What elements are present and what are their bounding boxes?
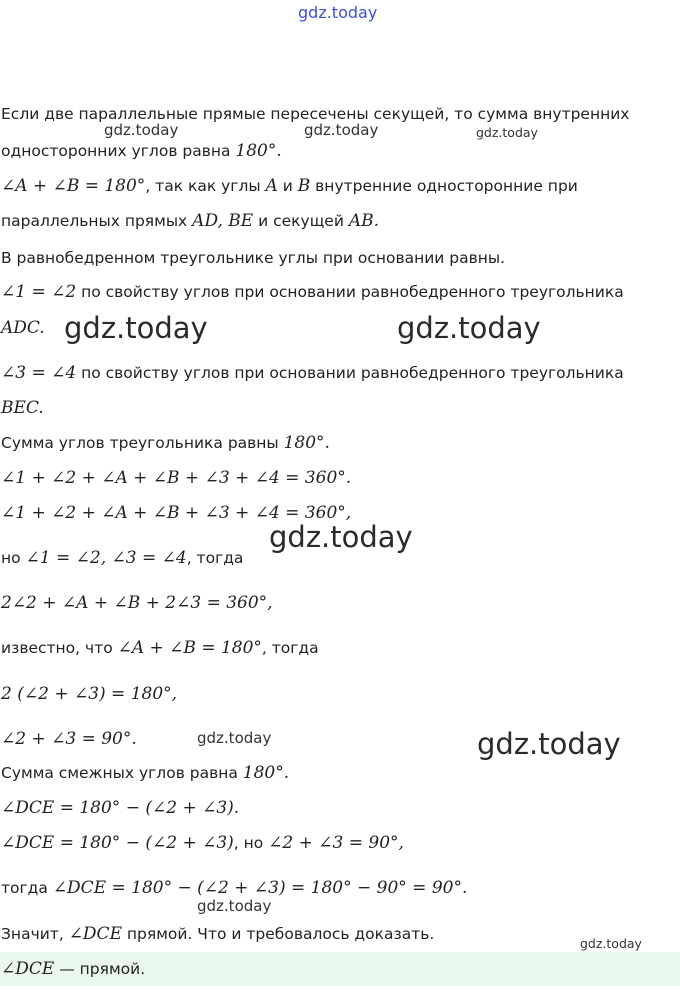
text-run: В равнобедренном треугольнике углы при основании равны.: [1, 249, 506, 267]
math-expression: ADC.: [1, 318, 45, 338]
text-line: [1, 397, 44, 419]
math-expression: ∠DCE = 180° − (∠2 + ∠3).: [1, 798, 240, 818]
watermark: gdz.today: [304, 121, 379, 139]
text-run: и: [277, 177, 298, 195]
text-run: Сумма углов треугольника равны: [1, 434, 284, 452]
text-run: и секущей: [253, 212, 349, 230]
text-run: , тогда: [261, 639, 319, 657]
text-line: [1, 797, 239, 819]
watermark: gdz.today: [269, 520, 413, 554]
text-line: [1, 362, 624, 384]
math-expression: ∠DCE: [1, 959, 55, 979]
text-line: [1, 832, 404, 854]
text-run: Если две параллельные прямые пересечены секущей, то сумма внутренних: [1, 105, 630, 123]
answer-box: [0, 952, 680, 986]
text-line: [1, 592, 273, 614]
text-line: [1, 140, 282, 162]
text-line: [1, 467, 351, 489]
text-line: [1, 175, 578, 197]
text-line: [1, 502, 351, 524]
text-run: прямой. Что и требовалось доказать.: [121, 925, 435, 943]
watermark: gdz.today: [476, 125, 538, 140]
text-run: известно, что: [1, 639, 118, 657]
watermark: gdz.today: [580, 936, 642, 951]
text-line: [1, 432, 330, 454]
text-line: [1, 547, 243, 569]
math-expression: ∠1 + ∠2 + ∠A + ∠B + ∠3 + ∠4 = 360°.: [1, 468, 352, 488]
text-line: [1, 683, 177, 705]
math-expression: 180°.: [283, 433, 330, 453]
text-line: [1, 762, 289, 784]
watermark: gdz.today: [104, 121, 179, 139]
text-line: [1, 210, 379, 232]
math-expression: B: [297, 176, 311, 196]
text-line: [1, 637, 319, 659]
watermark: gdz.today: [197, 897, 272, 915]
text-run: , тогда: [186, 549, 244, 567]
watermark: gdz.today: [64, 311, 208, 345]
math-expression: 180°.: [235, 141, 282, 161]
math-expression: ∠DCE: [68, 924, 122, 944]
text-run: параллельных прямых: [1, 212, 193, 230]
text-run: по свойству углов при основании равнобедренного треугольника: [76, 364, 624, 382]
math-expression: A: [265, 176, 278, 196]
text-line: [1, 317, 45, 339]
math-expression: ∠DCE = 180° − (∠2 + ∠3) = 180° − 90° = 90°.: [52, 878, 468, 898]
math-expression: ∠1 = ∠2, ∠3 = ∠4: [25, 548, 187, 568]
math-expression: ∠DCE = 180° − (∠2 + ∠3): [1, 833, 234, 853]
text-run: , так как углы: [145, 177, 266, 195]
math-expression: ∠2 + ∠3 = 90°,: [268, 833, 404, 853]
text-run: — прямой.: [54, 960, 146, 978]
text-run: , но: [233, 834, 269, 852]
text-run: тогда: [1, 879, 53, 897]
text-line: [1, 877, 467, 899]
math-expression: BEC.: [1, 398, 44, 418]
math-expression: ∠A + ∠B = 180°: [117, 638, 262, 658]
math-expression: AB.: [348, 211, 380, 231]
watermark: gdz.today: [197, 729, 272, 747]
math-expression: 2 (∠2 + ∠3) = 180°,: [1, 684, 178, 704]
watermark: gdz.today: [397, 311, 541, 345]
watermark: gdz.today: [477, 727, 621, 761]
math-expression: AD, BE: [192, 211, 254, 231]
text-line: [1, 728, 137, 750]
text-run: по свойству углов при основании равнобедренного треугольника: [76, 283, 624, 301]
text-run: но: [1, 549, 26, 567]
math-expression: ∠1 = ∠2: [1, 282, 77, 302]
text-line: [1, 247, 505, 269]
math-expression: ∠3 = ∠4: [1, 363, 77, 383]
math-expression: ∠A + ∠B = 180°: [1, 176, 146, 196]
watermark-top: gdz.today: [298, 3, 378, 22]
math-expression: ∠1 + ∠2 + ∠A + ∠B + ∠3 + ∠4 = 360°,: [1, 503, 352, 523]
text-line: [1, 923, 434, 945]
text-run: односторонних углов равна: [1, 142, 236, 160]
text-run: Сумма смежных углов равна: [1, 764, 243, 782]
math-expression: 180°.: [242, 763, 290, 783]
math-expression: 2∠2 + ∠A + ∠B + 2∠3 = 360°,: [1, 593, 273, 613]
text-line: [1, 103, 629, 125]
text-line: [1, 281, 624, 303]
text-run: внутренние односторонние при: [310, 177, 578, 195]
math-expression: ∠2 + ∠3 = 90°.: [1, 729, 137, 749]
text-run: Значит,: [1, 925, 69, 943]
answer-text: [1, 958, 145, 980]
